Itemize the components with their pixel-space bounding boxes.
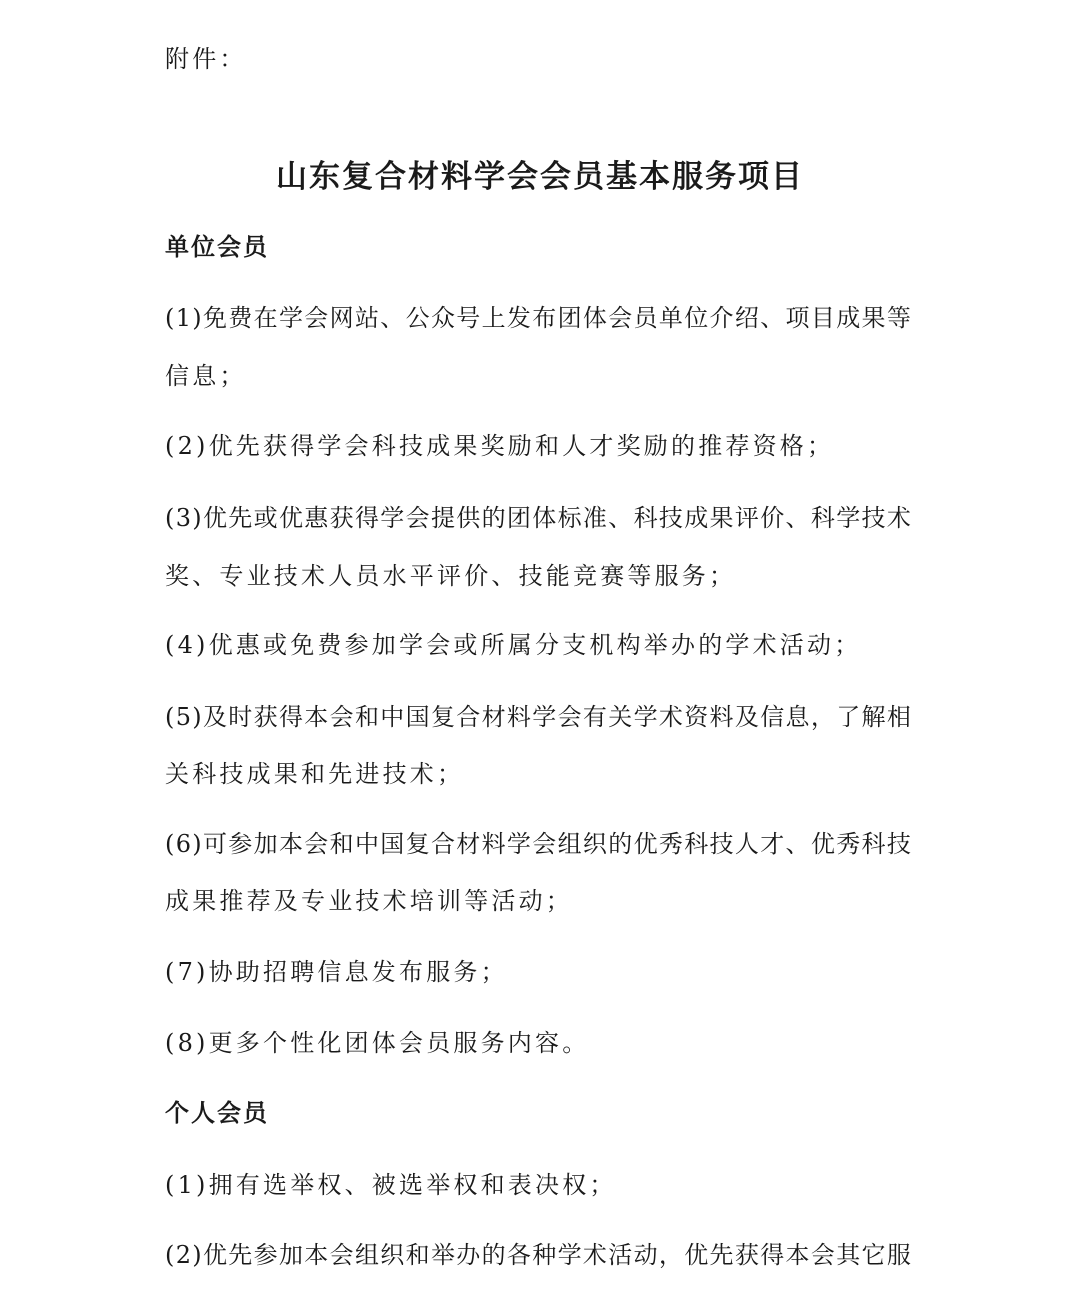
item-line: 成果推荐及专业技术培训等活动； bbox=[165, 887, 573, 915]
page-title: 山东复合材料学会会员基本服务项目 bbox=[276, 159, 804, 195]
item-line: (2)优先获得学会科技成果奖励和人才奖励的推荐资格； bbox=[165, 432, 835, 460]
attachment-label: 附件： bbox=[165, 45, 247, 73]
item-line: (6)可参加本会和中国复合材料学会组织的优秀科技人才、优秀科技 bbox=[165, 830, 913, 858]
item-line: 关科技成果和先进技术； bbox=[165, 760, 465, 788]
item-line: (4)优惠或免费参加学会或所属分支机构举办的学术活动； bbox=[165, 631, 862, 659]
personal-members-heading: 个人会员 bbox=[165, 1099, 269, 1127]
unit-members-heading: 单位会员 bbox=[165, 233, 269, 261]
item-line: (5)及时获得本会和中国复合材料学会有关学术资料及信息，了解相 bbox=[165, 703, 913, 731]
item-line: (1)拥有选举权、被选举权和表决权； bbox=[165, 1171, 617, 1199]
item-line: (3)优先或优惠获得学会提供的团体标准、科技成果评价、科学技术 bbox=[165, 504, 913, 532]
item-line: (2)优先参加本会组织和举办的各种学术活动，优先获得本会其它服 bbox=[165, 1241, 913, 1269]
item-line: 信息； bbox=[165, 362, 247, 390]
item-line: (1)免费在学会网站、公众号上发布团体会员单位介绍、项目成果等 bbox=[165, 304, 913, 332]
item-line: (7)协助招聘信息发布服务； bbox=[165, 958, 508, 986]
item-line: 奖、专业技术人员水平评价、技能竞赛等服务； bbox=[165, 562, 737, 590]
item-line: (8)更多个性化团体会员服务内容。 bbox=[165, 1029, 590, 1057]
